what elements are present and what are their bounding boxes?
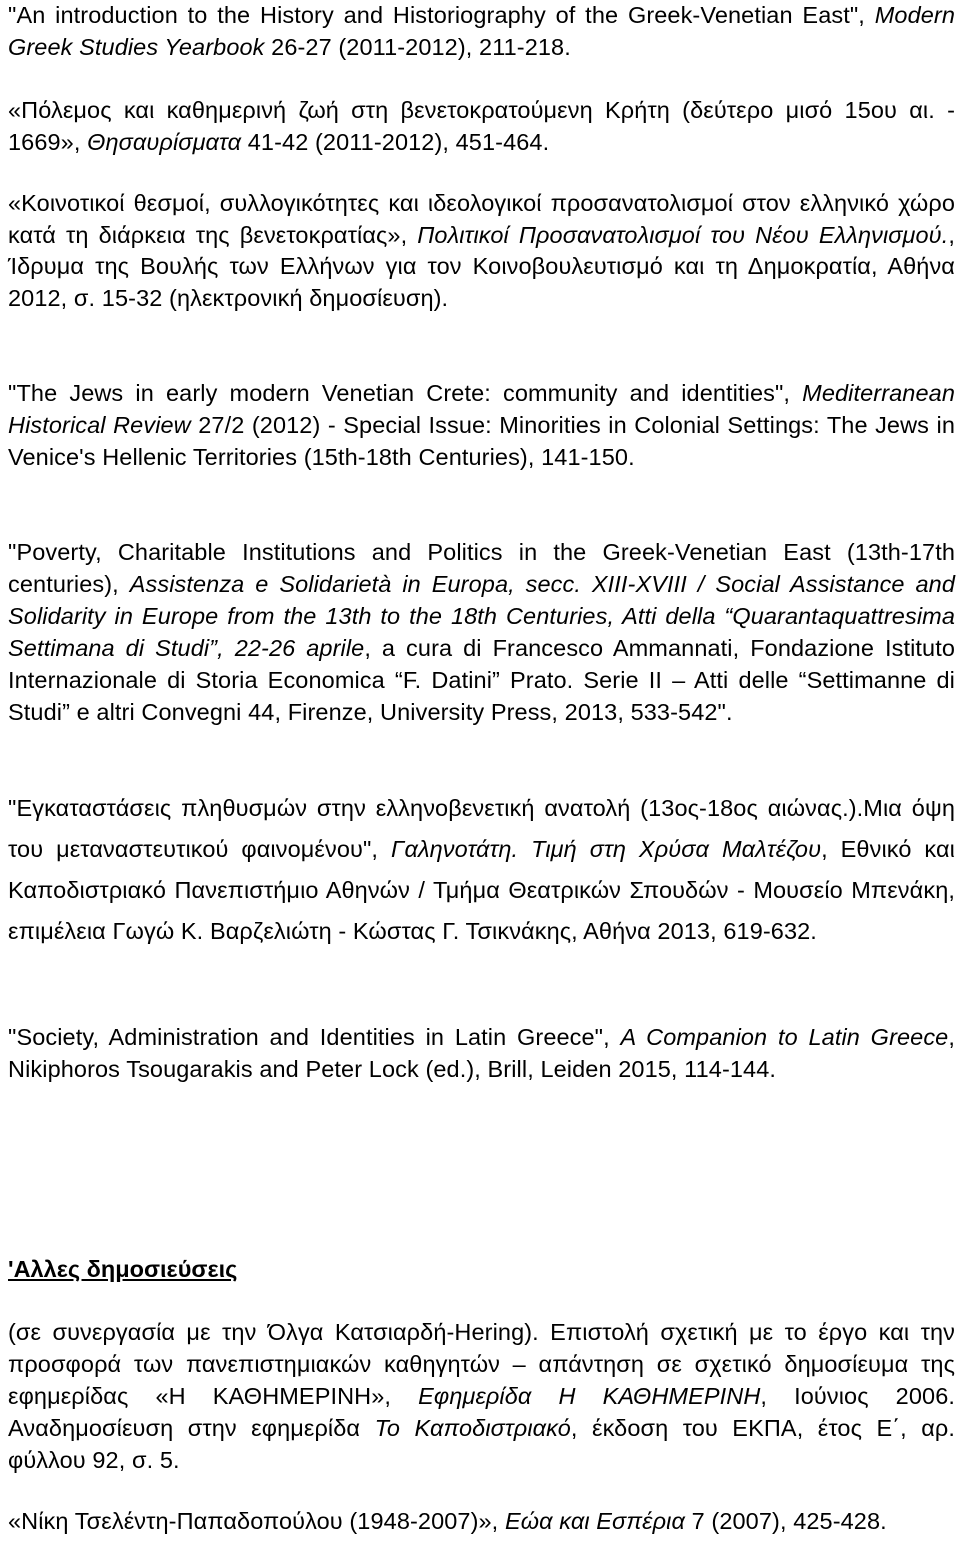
italic-title-text: Πολιτικοί Προσανατολισμοί του Νέου Ελληνισμού.	[417, 221, 949, 248]
italic-title-text: Γαληνοτάτη. Τιμή στη Χρύσα Μαλτέζου	[390, 836, 822, 862]
entry-text: "Εγκαταστάσεις πληθυσμών στην ελληνοβενετική ανατολή (13ος-18ος αιώνας.).Μια όψη του μεταναστευτικού φαινομένου",	[8, 795, 955, 862]
entry-text: «Νίκη Τσελέντη-Παπαδοπούλου (1948-2007)»,	[8, 1508, 505, 1534]
entry-text: "An introduction to the History and Historiography of the Greek-Venetian East",	[8, 2, 875, 28]
entry-text: , Εθνικό και Καποδιστριακό Πανεπιστήμιο Αθηνών / Τμήμα Θεατρικών Σπουδών - Μουσείο Μπενάκη, επιμέλεια Γωγώ Κ. Βαρζελιώτη - Κώστας Γ. Τσικνάκης, Αθήνα 2013, 619-632.	[8, 836, 955, 944]
other-publications-heading: 'Αλλες δημοσιεύσεις	[8, 1256, 238, 1282]
italic-title-text: Mediterranean Historical Review	[8, 380, 955, 438]
entry-text: «Κοινοτικοί θεσμοί, συλλογικότητες και ιδεολογικοί προσανατολισμοί στον ελληνικό χώρο κατά τη διάρκεια της βενετοκρατίας»,	[8, 190, 955, 248]
publication-entry	[8, 536, 955, 728]
publication-entry	[8, 377, 955, 473]
publication-entry	[8, 788, 955, 952]
entry-text: "The Jews in early modern Venetian Crete: community and identities",	[8, 380, 803, 406]
entry-text: , Ίδρυμα της Βουλής των Ελλήνων για τον Κοινοβουλευτισμό και τη Δημοκρατία, Αθήνα 2012, σ. 15-32 (ηλεκτρονική δημοσίευση).	[8, 221, 955, 311]
italic-title-text: A Companion to Latin Greece	[620, 1024, 949, 1050]
italic-title-text: Assistenza e Solidarietà in Europa, secc. XIII-XVIII / Social Assistance and Solidarity in Europe from the 13th to the 18th Centuries, Atti della “Quarantaquattresima Settimana di Studi”, 22-26 aprile	[8, 571, 955, 661]
italic-title-text: Modern Greek Studies Yearbook	[8, 2, 955, 60]
entry-text: 7 (2007), 425-428.	[684, 1508, 887, 1534]
entry-text: (σε συνεργασία με την Όλγα Κατσιαρδή-Hering). Επιστολή σχετική με το έργο και την προσφορά των πανεπιστημιακών καθηγητών – απάντηση σε σχετικό δημοσίευμα της εφημερίδας «Η ΚΑΘΗΜΕΡΙΝΗ»,	[8, 1319, 955, 1409]
entry-text: , έκδοση του ΕΚΠΑ, έτος Ε΄, αρ. φύλλου 92, σ. 5.	[8, 1415, 955, 1473]
italic-title-text: Εώα και Εσπέρια	[504, 1508, 685, 1534]
italic-title-text: Εφημερίδα Η ΚΑΘΗΜΕΡΙΝΗ	[418, 1383, 761, 1409]
entry-text: , Ιούνιος 2006. Αναδημοσίευση στην εφημερίδα	[8, 1383, 955, 1441]
publication-entry	[8, 188, 955, 314]
publication-entry	[8, 1021, 955, 1085]
italic-title-text: Το Καποδιστριακό	[374, 1415, 571, 1441]
entry-text: "Society, Administration and Identities in Latin Greece",	[8, 1024, 621, 1050]
publication-entry	[8, 1316, 955, 1476]
entry-text: «Πόλεμος και καθημερινή ζωή στη βενετοκρατούμενη Κρήτη (δεύτερο μισό 15ου αι. - 1669»,	[8, 97, 955, 155]
entry-text: , a cura di Francesco Ammannati, Fondazione Istituto Internazionale di Storia Economica “F. Datini” Prato. Serie II – Atti delle “Settimanne di Studi” e altri Convegni 44, Firenze, University Press, 2013, 533-542".	[8, 635, 956, 725]
entry-text: , Nikiphoros Tsougarakis and Peter Lock (ed.), Brill, Leiden 2015, 114-144.	[8, 1024, 955, 1082]
entry-text: 26-27 (2011-2012), 211-218.	[264, 34, 571, 60]
italic-title-text: Θησαυρίσματα	[87, 129, 242, 155]
entry-text: 27/2 (2012) - Special Issue: Minorities in Colonial Settings: The Jews in Venice's Hellenic Territories (15th-18th Centuries), 141-150.	[8, 412, 955, 470]
publication-entry	[8, 1505, 887, 1537]
publication-entry	[8, 0, 955, 63]
publication-entry	[8, 94, 955, 158]
entry-text: 41-42 (2011-2012), 451-464.	[241, 129, 550, 155]
entry-text: "Poverty, Charitable Institutions and Politics in the Greek-Venetian East (13th-17th centuries),	[8, 539, 955, 597]
